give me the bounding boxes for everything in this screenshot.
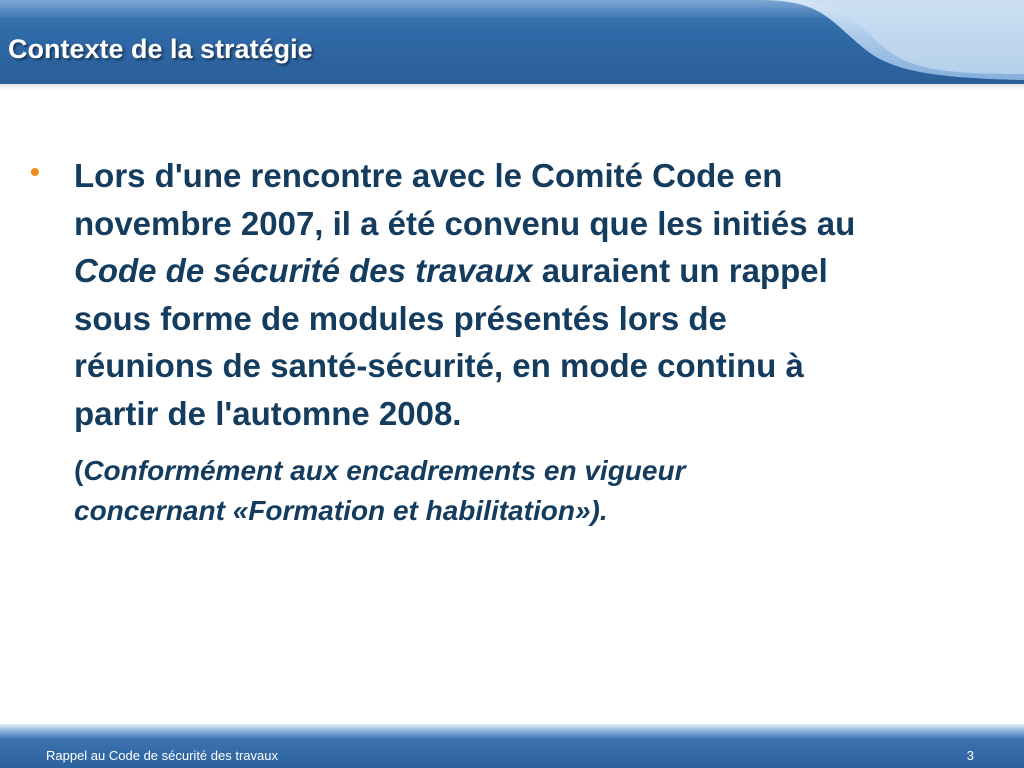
note-open-paren: (	[74, 455, 84, 486]
bullet-marker: •	[30, 156, 40, 187]
page-number: 3	[966, 748, 974, 763]
header-band	[0, 0, 1024, 84]
footer-label: Rappel au Code de sécurité des travaux	[46, 748, 278, 763]
bullet-text-italic-title: Code de sécurité des travaux	[74, 252, 533, 289]
header-shadow	[0, 84, 1024, 90]
bullet-text-part1: Lors d'une rencontre avec le Comité Code en novembre 2007, il a été convenu que les initiés au	[74, 157, 856, 242]
note-text	[30, 451, 834, 531]
note-body: Conformément aux encadrements en vigueur concernant «Formation et habilitation»).	[74, 455, 686, 526]
bullet-item	[30, 152, 890, 437]
slide-content	[30, 152, 890, 531]
bullet-text-part3: auraient un rappel sous forme de modules présentés lors de réunions de santé-sécurité, en mode continu à partir de l'automne 2008.	[74, 252, 828, 432]
bullet-text	[74, 152, 874, 437]
slide-title: Contexte de la stratégie	[8, 34, 313, 64]
